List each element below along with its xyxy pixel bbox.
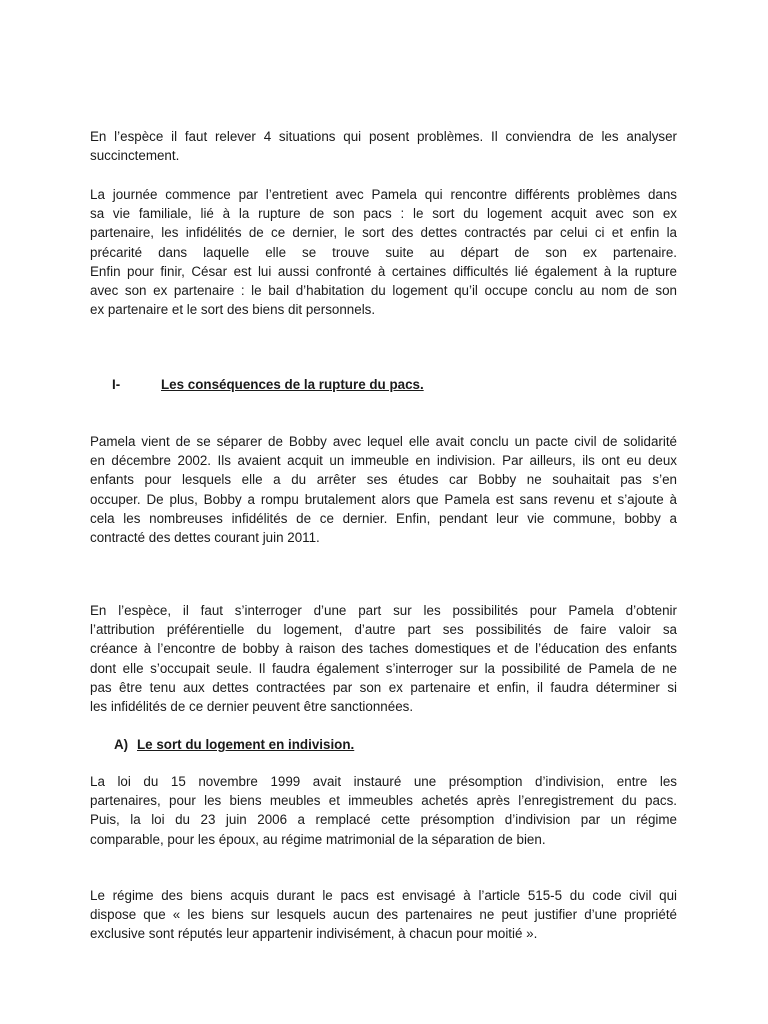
text-line: partenaires, pour les biens meubles et immeubles achetés après l’enregistrement du pacs. (90, 793, 677, 809)
text-line: enfants pour lesquels elle a du arrêter ses études car Bobby ne souhaitait pas s’en (90, 472, 677, 488)
text-line: partenaire, les infidélités de ce dernier, le sort des dettes contractés par celui ci et enfin la (90, 225, 677, 241)
article-paragraph (90, 886, 677, 944)
text-line: exclusive sont réputés leur appartenir indivisément, à chacun pour moitié ». (90, 926, 538, 942)
text-line: avec son ex partenaire : le bail d’habitation du logement qu’il occupe conclu au nom de son (90, 283, 677, 299)
text-line: cela les nombreuses infidélités de ce dernier. Enfin, pendant leur vie commune, bobby a (90, 510, 677, 526)
text-line: dont elle s’occupait seule. Il faudra également s’interroger sur la possibilité de Pamela de ne (90, 660, 677, 676)
text-line: En l’espèce, il faut s’interroger d’une part sur les possibilités pour Pamela d’obtenir (90, 603, 677, 618)
pamela-overview-paragraph (90, 185, 677, 319)
text-line: comparable, pour les époux, au régime matrimonial de la séparation de bien. (90, 831, 546, 847)
text-line: Puis, la loi du 23 juin 2006 a remplacé cette présomption d’indivision par un régime (90, 812, 677, 828)
text-line: En l’espèce il faut relever 4 situations qui posent problèmes. Il conviendra de les analyser (90, 129, 677, 144)
text-line: Le régime des biens acquis durant le pacs est envisagé à l’article 515-5 du code civil qui (90, 888, 677, 903)
section-a-letter: A) (114, 737, 129, 752)
questions-paragraph (90, 601, 677, 716)
text-line: Pamela vient de se séparer de Bobby avec lequel elle avait conclu un pacte civil de solidarité (90, 434, 677, 449)
text-line: les infidélités de ce dernier peuvent être sanctionnées. (90, 699, 414, 715)
section-1-number: I- (112, 377, 121, 392)
text-line: contracté des dettes courant juin 2011. (90, 530, 320, 546)
text-line: occuper. De plus, Bobby a rompu brutalement alors que Pamela est sans revenu et s’ajoute à (90, 491, 677, 507)
text-line: pas être tenu aux dettes contractées par son ex partenaire et enfin, il faudra déterminer si (90, 679, 677, 695)
text-line: créance à l’encontre de bobby à raison des taches domestiques et de l’éducation des enfants (90, 641, 677, 657)
text-line: précarité dans laquelle elle se trouve suite au départ de son ex partenaire. (90, 244, 677, 260)
text-line: succinctement. (90, 148, 180, 164)
text-line: La loi du 15 novembre 1999 avait instauré une présomption d’indivision, entre les (90, 774, 677, 789)
section-a-title: Le sort du logement en indivision. (137, 737, 355, 752)
facts-paragraph (90, 432, 677, 547)
section-a-heading (114, 735, 374, 754)
section-1-title: Les conséquences de la rupture du pacs. (161, 377, 424, 392)
text-line: ex partenaire et le sort des biens dit personnels. (90, 302, 376, 318)
intro-paragraph (90, 127, 677, 165)
text-line: Enfin pour finir, César est lui aussi confronté à certaines difficultés lié également à la rupture (90, 263, 677, 279)
text-line: l’attribution préférentielle du logement, d’autre part ses possibilités de faire valoir sa (90, 622, 677, 638)
text-line: sa vie familiale, lié à la rupture de son pacs : le sort du logement acquit avec son ex (90, 206, 677, 222)
section-1-heading (112, 375, 432, 394)
text-line: La journée commence par l’entretient avec Pamela qui rencontre différents problèmes dans (90, 187, 677, 202)
text-line: dispose que « les biens sur lesquels aucun des partenaires ne peut justifier d’une propriété (90, 907, 677, 923)
text-line: en décembre 2002. Ils avaient acquit un immeuble en indivision. Par ailleurs, ils ont eu deux (90, 453, 677, 469)
law-paragraph (90, 772, 677, 849)
